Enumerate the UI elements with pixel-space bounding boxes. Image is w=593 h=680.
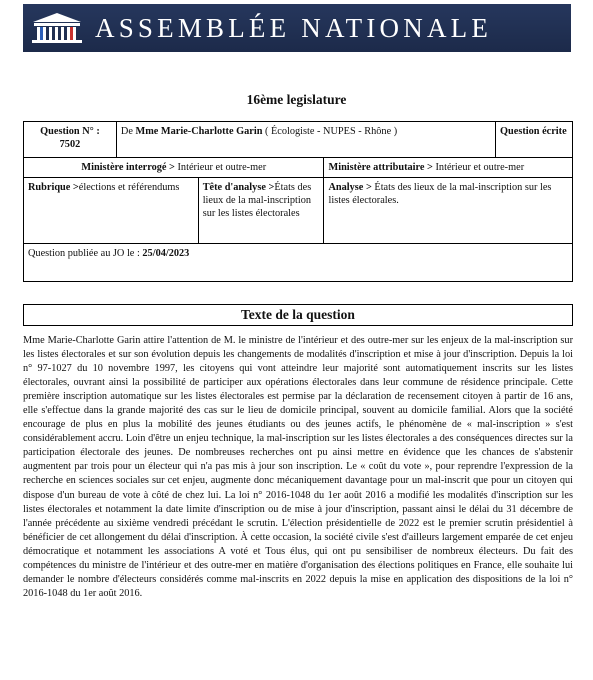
tete-analyse-label: Tête d'analyse > [202, 182, 275, 193]
question-text: Mme Marie-Charlotte Garin attire l'attention de M. le ministre de l'intérieur et des outre-mer sur les enjeux de la mal-inscription sur les listes électorales et sur son évolution depuis les changements de modalités d'inscription et mise à jour d'inscription. Depuis la loi n° 97-1027 du 10 novembre 1997, les citoyens qui vont atteindre leur majorité sont automatiquement inscrits sur les listes électorales, ouvrant ainsi la possibilité de participer aux opérations électorales dans leur commune de résidence principale. Cette première inscription automatique sur les listes électorales est permise par la déclaration de recensement citoyen à partir de 16 ans, elle s'effectue dans la grande majorité des cas sur le lieu de domicile principal, souvent au domicile familial. Alors que la société encourage de plus en plus la mobilité des jeunes étudiants ou des jeunes actifs, le phénomène de « mal-inscription » s'est considérablement accru. Loin d'être un enjeu technique, la mal-inscription sur les listes électorales a des conséquences directes sur la participation électorale des jeunes. De nombreuses recherches ont pu ainsi mettre en évidence que les chances de s'abstenir augmentent par trois pour un électeur qui n'a pas mis à jour son inscription. Le « coût du vote », pour reprendre l'expression de la recherche en sciences sociales sur cet enjeu, augmente donc mécaniquement davantage pour un mal-inscrit que pour un citoyen qui dispose d'un bureau de vote à côté de chez lui. La loi n° 2016-1048 du 1er août 2016 a modifié les modalités d'inscription sur les listes électorales et notamment la date limite d'inscription ou de mise à jour d'inscription, passant ainsi le délai du 31 décembre de l'année précédente au sixième vendredi précédant le scrutin. L'élection présidentielle de 2022 est le premier scrutin présidentiel à bénéficier de cet allongement du délai d'inscription. À cette occasion, la société civile s'est d'ailleurs largement emparée de cet enjeu démocratique et notamment les associations A voté et Tous élus, qui ont pu sensibiliser de nombreux électeurs. Du fait des compétences du ministre de l'intérieur et des outre-mer en matière d'organisation des élections politiques en France, elle souhaite lui demander le nombre d'électeurs considérés comme mal-inscrits en 2022 depuis la mise en application des dispositions de la loi n° 2016-1048 du 1er août 2016. [23, 335, 573, 599]
author-name: Mme Marie-Charlotte Garin [135, 126, 263, 137]
ministere-attributaire-label: Ministère attributaire > [328, 162, 433, 173]
question-number: 7502 [59, 139, 81, 150]
author-prefix: De [120, 126, 133, 137]
rubrique-cell [24, 178, 199, 244]
ministere-interroge-label: Ministère interrogé > [81, 162, 175, 173]
tete-analyse-value: États des lieux de la mal-inscription sur les listes électorales [202, 182, 312, 219]
banner-title: ASSEMBLÉE NATIONALE [95, 12, 493, 43]
question-type: Question écrite [496, 122, 573, 158]
rubrique-label: Rubrique > [28, 182, 79, 193]
rubrique-value: élections et référendums [78, 182, 180, 193]
analyse-cell [324, 178, 573, 244]
question-number-cell [24, 122, 117, 158]
ministere-attributaire-cell [324, 158, 573, 178]
question-info-table [23, 121, 573, 282]
texte-header: Texte de la question [23, 304, 573, 326]
publication-cell [24, 244, 573, 282]
tete-analyse-cell [198, 178, 324, 244]
legislature-title: 16ème legislature [246, 92, 347, 107]
header-banner [23, 4, 571, 52]
ministere-interroge-value: Intérieur et outre-mer [177, 162, 267, 173]
question-number-label: Question N° : [40, 126, 100, 137]
publication-date: 25/04/2023 [142, 248, 190, 259]
ministere-interroge-cell [24, 158, 324, 178]
assemblee-logo-icon [27, 10, 87, 46]
ministere-attributaire-value: Intérieur et outre-mer [435, 162, 525, 173]
author-cell [116, 122, 495, 158]
publication-label: Question publiée au JO le : [28, 248, 140, 259]
analyse-value: États des lieux de la mal-inscription sur les listes électorales. [328, 182, 552, 206]
analyse-label: Analyse > [328, 182, 372, 193]
author-party: ( Écologiste - NUPES - Rhône ) [265, 126, 398, 137]
